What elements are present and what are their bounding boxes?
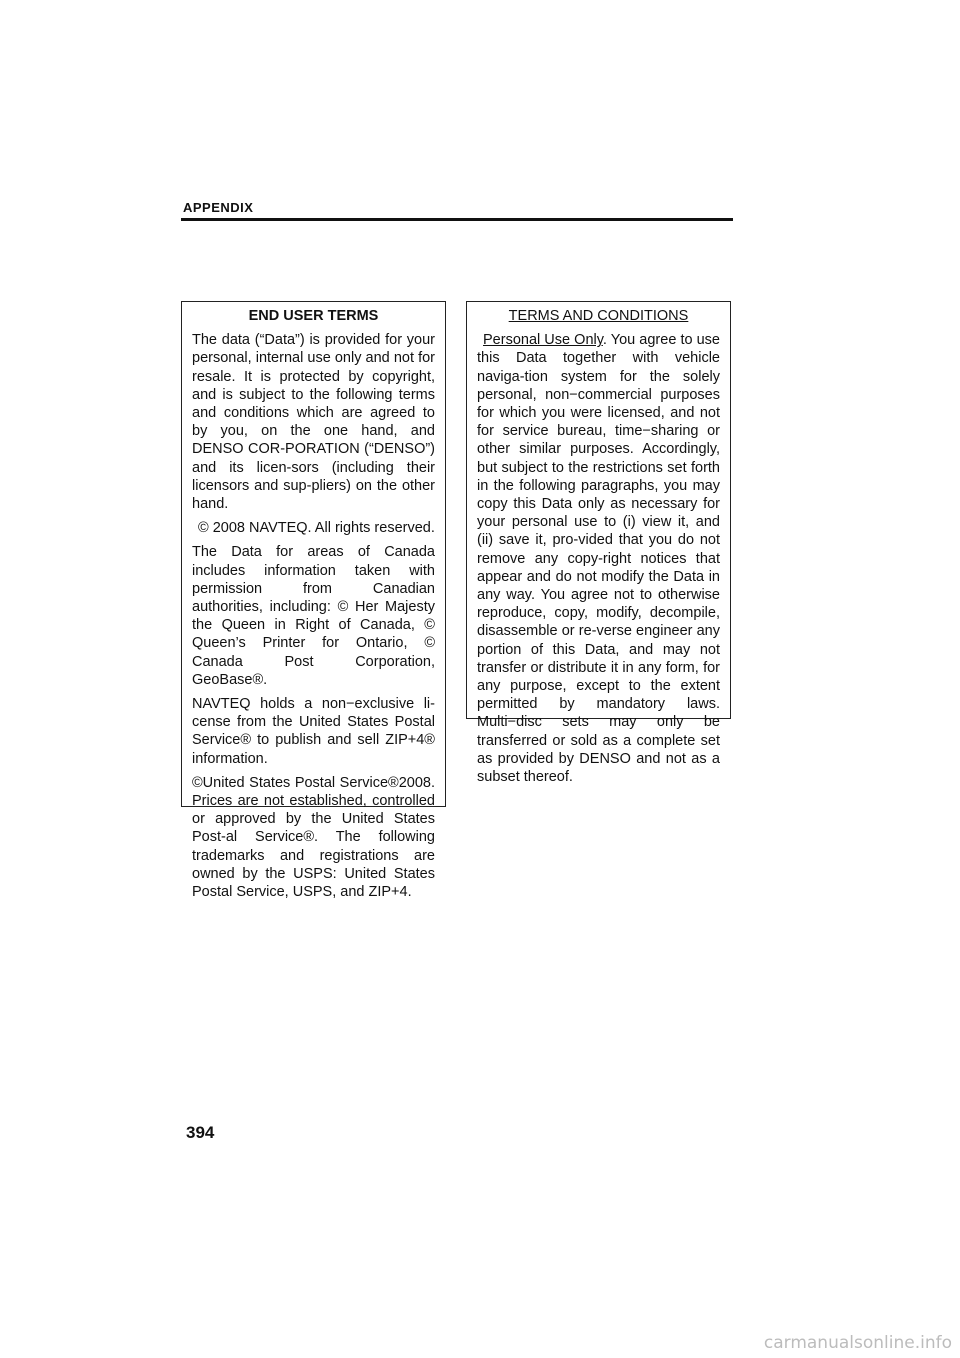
end-user-terms-title: END USER TERMS xyxy=(248,308,379,324)
end-user-terms-box xyxy=(181,301,446,901)
section-header: APPENDIX xyxy=(183,200,254,215)
terms-paragraph xyxy=(477,331,720,786)
watermark: carmanualsonline.info xyxy=(763,1333,952,1353)
header-divider xyxy=(181,218,733,221)
personal-use-text: . You agree to use this Data together with vehicle naviga-tion system for the solely personal, non−commercial purposes for which you were licensed, and not for service bureau, time−sharing or other similar purposes. Accordingly, but subject to the restrictions set forth in the following paragraphs, you may copy this Data only as necessary for your personal use to (i) view it, and (ii) save it, pro-vided that you do not remove any copy-right notices that appear and do not modify the Data in any way. You agree not to otherwise reproduce, copy, modify, decompile, disassemble or re-verse engineer any portion of this Data, and may not transfer or distribute it in any form, for any purpose, except to the extent permitted by mandatory laws. Multi−disc sets may only be transferred or sold as a complete set as provided by DENSO and not as a subset thereof. xyxy=(477,332,720,786)
terms-paragraph: NAVTEQ holds a non−exclusive li-cense from the United States Postal Service® to publish and sell ZIP+4® information. xyxy=(192,696,435,767)
terms-paragraph: © 2008 NAVTEQ. All rights reserved. xyxy=(198,520,435,537)
personal-use-heading: Personal Use Only xyxy=(483,332,603,349)
terms-paragraph: ©United States Postal Service®2008. Prices are not established, controlled or approved by the United States Post-al Service®. The following trademarks and registrations are owned by the USPS: United States Postal Service, USPS, and ZIP+4. xyxy=(192,774,435,901)
terms-and-conditions-title: TERMS AND CONDITIONS xyxy=(508,308,689,324)
terms-paragraph: The data (“Data”) is provided for your personal, internal use only and not for resale. It is protected by copyright, and is subject to the following terms and conditions which are agreed to by you, on the one hand, and DENSO COR-PORATION (“DENSO”) and its licen-sors (including their licensors and sup-pliers) on the other hand. xyxy=(192,332,435,513)
terms-paragraph: The Data for areas of Canada includes information taken with permission from Canadian authorities, including: © Her Majesty the Queen in Right of Canada, © Queen’s Printer for Ontario, © Canada Post Corporation, GeoBase®. xyxy=(192,544,435,688)
terms-and-conditions-box xyxy=(466,301,731,786)
page-number: 394 xyxy=(186,1123,215,1142)
